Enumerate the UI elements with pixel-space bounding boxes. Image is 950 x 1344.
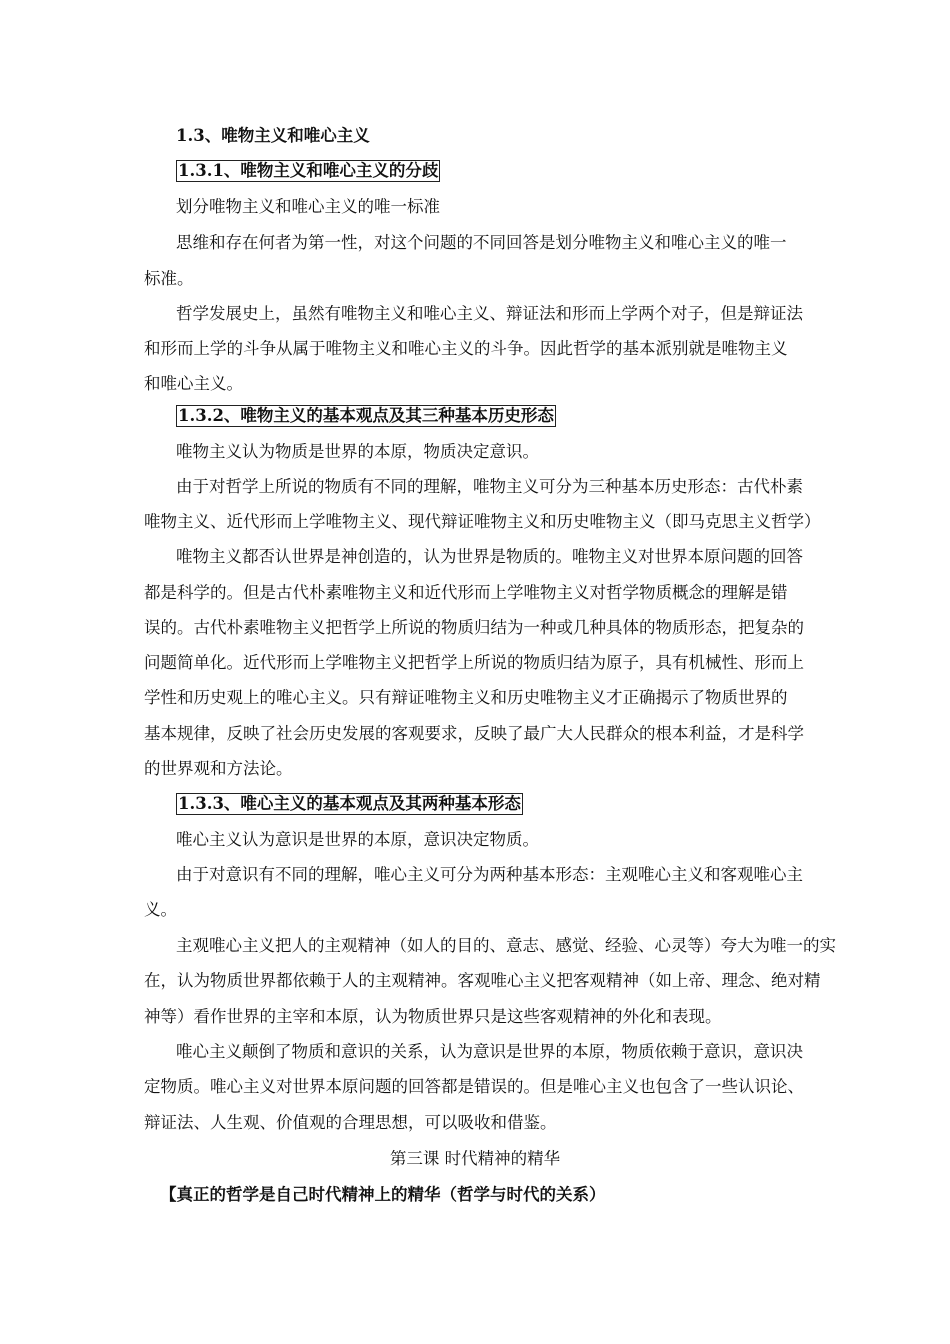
paragraph-line: 在，认为物质世界都依赖于人的主观精神。客观唯心主义把客观精神（如上帝、理念、绝对精 [144, 971, 821, 990]
paragraph-line: 定物质。唯心主义对世界本原问题的回答都是错误的。但是唯心主义也包含了一些认识论、 [144, 1077, 804, 1096]
topic-heading: 【真正的哲学是自己时代精神上的精华（哲学与时代的关系） [160, 1185, 606, 1204]
paragraph-line: 唯心主义颠倒了物质和意识的关系，认为意识是世界的本原，物质依赖于意识，意识决 [176, 1042, 803, 1061]
paragraph-line: 学性和历史观上的唯心主义。只有辩证唯物主义和历史唯物主义才正确揭示了物质世界的 [144, 688, 788, 707]
lesson-title: 第三课 时代精神的精华 [389, 1149, 561, 1168]
paragraph-line: 由于对哲学上所说的物质有不同的理解，唯物主义可分为三种基本历史形态：古代朴素 [176, 477, 803, 496]
paragraph-line: 唯物主义认为物质是世界的本原，物质决定意识。 [176, 442, 539, 461]
subsection-title: 1.3.3、唯心主义的基本观点及其两种基本形态 [178, 794, 521, 813]
paragraph-line: 基本规律，反映了社会历史发展的客观要求，反映了最广大人民群众的根本利益，才是科学 [144, 724, 804, 743]
subsection-heading [176, 405, 846, 427]
subsection-title: 1.3.1、唯物主义和唯心主义的分歧 [178, 161, 439, 180]
paragraph-line: 唯物主义、近代形而上学唯物主义、现代辩证唯物主义和历史唯物主义（即马克思主义哲学） [144, 512, 821, 531]
paragraph-line: 唯心主义认为意识是世界的本原，意识决定物质。 [176, 830, 539, 849]
paragraph-line: 误的。古代朴素唯物主义把哲学上所说的物质归结为一种或几种具体的物质形态，把复杂的 [144, 618, 804, 637]
paragraph-line: 问题简单化。近代形而上学唯物主义把哲学上所说的物质归结为原子，具有机械性、形而上 [144, 653, 804, 672]
paragraph-line: 神等）看作世界的主宰和本原，认为物质世界只是这些客观精神的外化和表现。 [144, 1007, 722, 1026]
paragraph-line: 辩证法、人生观、价值观的合理思想，可以吸收和借鉴。 [144, 1113, 557, 1132]
paragraph-line: 唯物主义都否认世界是神创造的，认为世界是物质的。唯物主义对世界本原问题的回答 [176, 547, 803, 566]
paragraph-line: 由于对意识有不同的理解，唯心主义可分为两种基本形态：主观唯心主义和客观唯心主 [176, 865, 803, 884]
paragraph-line: 划分唯物主义和唯心主义的唯一标准 [176, 197, 440, 216]
paragraph-line: 和唯心主义。 [144, 374, 243, 393]
subsection-heading [176, 793, 846, 815]
paragraph-line: 都是科学的。但是古代朴素唯物主义和近代形而上学唯物主义对哲学物质概念的理解是错 [144, 583, 788, 602]
subsection-title: 1.3.2、唯物主义的基本观点及其三种基本历史形态 [178, 406, 554, 425]
paragraph-line: 和形而上学的斗争从属于唯物主义和唯心主义的斗争。因此哲学的基本派别就是唯物主义 [144, 339, 788, 358]
paragraph-line: 主观唯心主义把人的主观精神（如人的目的、意志、感觉、经验、心灵等）夸大为唯一的实 [176, 936, 836, 955]
section-heading: 1.3、唯物主义和唯心主义 [176, 126, 370, 145]
paragraph-line: 标准。 [144, 269, 194, 288]
subsection-heading [176, 160, 846, 182]
paragraph-line: 思维和存在何者为第一性，对这个问题的不同回答是划分唯物主义和唯心主义的唯一 [176, 233, 787, 252]
paragraph-line: 义。 [144, 900, 177, 919]
paragraph-line: 哲学发展史上，虽然有唯物主义和唯心主义、辩证法和形而上学两个对子，但是辩证法 [176, 304, 803, 323]
paragraph-line: 的世界观和方法论。 [144, 759, 293, 778]
